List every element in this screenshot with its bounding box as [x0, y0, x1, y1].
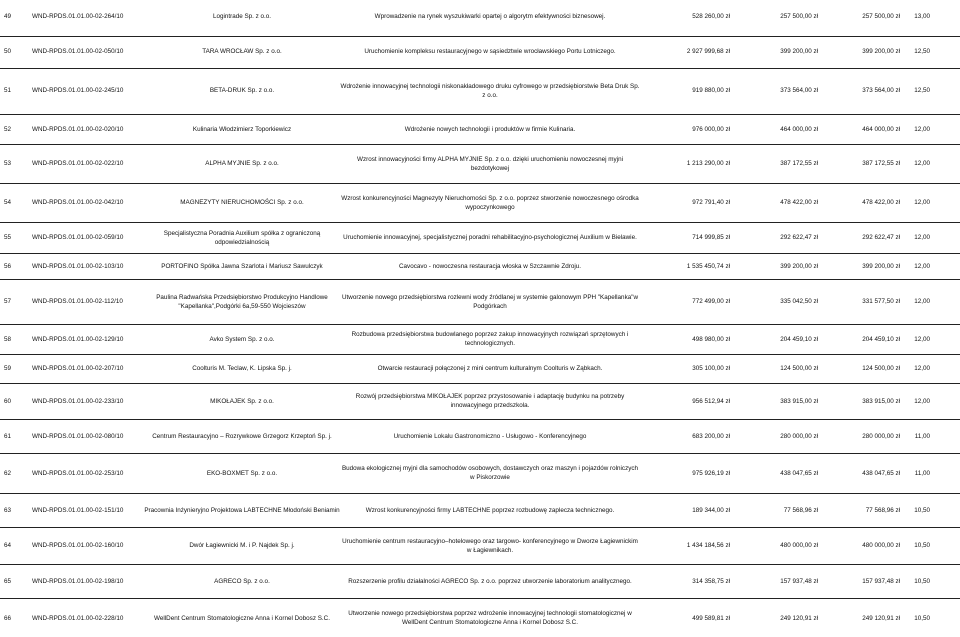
row-divider: [0, 598, 960, 599]
beneficiary-name: EKO-BOXMET Sp. z o.o.: [206, 469, 278, 477]
row-divider: [0, 564, 960, 565]
cofinancing-amount: 77 568,96 zł: [865, 506, 900, 514]
application-number: WND-RPDS.01.01.00-02-042/10: [32, 199, 124, 207]
project-title: Uruchomienie Lokalu Gastronomiczno - Usługowo - Konferencyjnego: [393, 432, 587, 440]
total-cost: 683 200,00 zł: [692, 432, 730, 440]
row-divider: [0, 527, 960, 528]
row-number: 50: [4, 48, 12, 56]
application-number: WND-RPDS.01.01.00-02-112/10: [32, 298, 123, 306]
table-row: [0, 601, 960, 637]
project-title: Uruchomienie innowacyjnej, specjalistycznej poradni rehabilitacyjno-psychologicznej Auxilium w Bielawie.: [343, 234, 637, 242]
points-score: 13,00: [914, 13, 930, 21]
application-number: WND-RPDS.01.01.00-02-020/10: [32, 125, 124, 133]
cofinancing-amount: 280 000,00 zł: [862, 432, 900, 440]
beneficiary-name: Kulinaria Włodzimierz Toporkiewicz: [192, 125, 292, 133]
application-number: WND-RPDS.01.01.00-02-151/10: [32, 506, 124, 514]
beneficiary-name: Logintrade Sp. z o.o.: [212, 13, 272, 21]
points-score: 12,00: [914, 397, 930, 405]
total-cost: 528 260,00 zł: [692, 13, 730, 21]
row-divider: [0, 493, 960, 494]
row-divider: [0, 68, 960, 69]
project-title: Budowa ekologicznej myjni dla samochodów osobowych, dostawczych oraz maszyn i pojazdów rolniczych w Piskorzowie: [341, 465, 639, 481]
row-number: 55: [4, 234, 12, 242]
row-number: 59: [4, 365, 12, 373]
total-cost: 956 512,94 zł: [692, 397, 730, 405]
project-title: Wdrożenie nowych technologii i produktów w firmie Kulinaria.: [404, 125, 576, 133]
total-cost: 314 358,75 zł: [692, 577, 730, 585]
row-number: 51: [4, 87, 12, 95]
eligible-cost: 399 200,00 zł: [780, 262, 818, 270]
row-number: 60: [4, 397, 12, 405]
row-number: 56: [4, 262, 12, 270]
row-number: 58: [4, 335, 12, 343]
application-number: WND-RPDS.01.01.00-02-129/10: [32, 335, 124, 343]
cofinancing-amount: 399 200,00 zł: [862, 262, 900, 270]
cofinancing-amount: 249 120,91 zł: [862, 614, 900, 622]
table-row: [0, 117, 960, 143]
eligible-cost: 249 120,91 zł: [780, 614, 818, 622]
application-number: WND-RPDS.01.01.00-02-160/10: [32, 542, 124, 550]
project-title: Wzrost konkurencyjności firmy LABTECHNE poprzez rozbudowę zaplecza technicznego.: [365, 506, 615, 514]
row-divider: [0, 36, 960, 37]
project-title: Uruchomienie centrum restauracyjno–hotelowego oraz targowo- konferencyjnego w Dworze Łagiewnickim w Łagiewnikach.: [342, 537, 638, 554]
project-title: Wzrost konkurencyjności Magnezyty Nieruchomości Sp. z o.o. poprzez stworzenie nowoczesnego ośrodka wypoczynkowego: [341, 194, 639, 211]
row-divider: [0, 354, 960, 355]
row-divider: [0, 183, 960, 184]
points-score: 12,50: [914, 87, 930, 95]
total-cost: 919 880,00 zł: [692, 87, 730, 95]
beneficiary-name: WellDent Centrum Stomatologiczne Anna i Kornel Dobosz S.C.: [154, 614, 330, 622]
row-number: 54: [4, 199, 12, 207]
points-score: 12,00: [914, 199, 930, 207]
cofinancing-amount: 438 047,65 zł: [862, 469, 900, 477]
cofinancing-amount: 387 172,55 zł: [862, 160, 900, 168]
points-score: 11,00: [914, 469, 930, 477]
table-row: [0, 422, 960, 452]
application-number: WND-RPDS.01.01.00-02-103/10: [32, 262, 124, 270]
total-cost: 714 999,85 zł: [692, 234, 730, 242]
cofinancing-amount: 480 000,00 zł: [862, 542, 900, 550]
beneficiary-name: Centrum Restauracyjno – Rozrywkowe Grzegorz Krzeptoń Sp. j.: [152, 432, 332, 440]
points-score: 12,00: [914, 298, 930, 306]
row-divider: [0, 144, 960, 145]
table-row: [0, 327, 960, 353]
project-title: Wdrożenie innowacyjnej technologii niskonakładowego druku cyfrowego w przedsiębiorstwie Beta Druk Sp. z o.o.: [340, 82, 640, 99]
cofinancing-amount: 478 422,00 zł: [862, 199, 900, 207]
points-score: 12,00: [914, 365, 930, 373]
table-row: [0, 282, 960, 323]
eligible-cost: 478 422,00 zł: [780, 199, 818, 207]
project-title: Utworzenie nowego przedsiębiorstwa poprzez wdrożenie innowacyjnej technologii stomatologicznej w WellDent Centrum Stomatologiczne Anna i Kornel Dobosz S.C.: [348, 610, 632, 626]
application-number: WND-RPDS.01.01.00-02-264/10: [32, 13, 124, 21]
project-title: Rozbudowa przedsiębiorstwa budowlanego poprzez zakup innowacyjnych rozwiązań sprzętowych i technologicznych.: [351, 331, 629, 347]
row-number: 63: [4, 506, 12, 514]
points-score: 10,50: [914, 614, 930, 622]
eligible-cost: 335 042,50 zł: [780, 298, 818, 306]
beneficiary-name: Specjalistyczna Poradnia Auxilium spółka z ograniczoną odpowiedzialnością: [163, 229, 321, 246]
row-number: 65: [4, 577, 12, 585]
row-divider: [0, 222, 960, 223]
points-score: 10,50: [914, 542, 930, 550]
row-divider: [0, 253, 960, 254]
eligible-cost: 464 000,00 zł: [780, 125, 818, 133]
row-divider: [0, 453, 960, 454]
table-row: [0, 386, 960, 418]
project-title: Wzrost innowacyjności firmy ALPHA MYJNIE Sp. z o.o. dzięki uruchomieniu nowoczesnej myjni bezdotykowej: [357, 155, 623, 172]
total-cost: 975 926,19 zł: [692, 469, 730, 477]
row-number: 62: [4, 469, 12, 477]
application-number: WND-RPDS.01.01.00-02-022/10: [32, 160, 124, 168]
beneficiary-name: TARA WROCŁAW Sp. z o.o.: [202, 48, 282, 56]
eligible-cost: 292 622,47 zł: [780, 234, 818, 242]
table-row: [0, 70, 960, 113]
table-row: [0, 357, 960, 382]
application-number: WND-RPDS.01.01.00-02-233/10: [32, 397, 124, 405]
project-title: Cavocavo - nowoczesna restauracja włoska w Szczawnie Zdroju.: [399, 262, 581, 270]
total-cost: 499 589,81 zł: [692, 614, 730, 622]
points-score: 12,50: [914, 48, 930, 56]
table-row: [0, 256, 960, 278]
row-number: 64: [4, 542, 12, 550]
beneficiary-name: PORTOFINO Spółka Jawna Szarlota i Mariusz Sawulczyk: [161, 262, 323, 270]
points-score: 12,00: [914, 125, 930, 133]
eligible-cost: 157 937,48 zł: [780, 577, 818, 585]
eligible-cost: 77 568,96 zł: [783, 506, 818, 514]
row-number: 52: [4, 125, 12, 133]
table-row: [0, 456, 960, 492]
cofinancing-amount: 124 500,00 zł: [862, 365, 900, 373]
project-title: Rozszerzenie profilu działalności AGRECO Sp. z o.o. poprzez utworzenie laboratorium analitycznego.: [348, 577, 632, 585]
points-score: 12,00: [914, 262, 930, 270]
row-divider: [0, 324, 960, 325]
application-number: WND-RPDS.01.01.00-02-245/10: [32, 87, 124, 95]
application-number: WND-RPDS.01.01.00-02-253/10: [32, 469, 124, 477]
row-divider: [0, 419, 960, 420]
row-divider: [0, 383, 960, 384]
project-title: Rozwój przedsiębiorstwa MIKOŁAJEK poprzez przystosowanie i adaptację budynku na potrzeby innowacyjnego przedszkola.: [355, 393, 625, 409]
eligible-cost: 280 000,00 zł: [780, 432, 818, 440]
eligible-cost: 373 564,00 zł: [780, 87, 818, 95]
application-number: WND-RPDS.01.01.00-02-228/10: [32, 614, 124, 622]
table-row: [0, 567, 960, 597]
beneficiary-name: AGRECO Sp. z o.o.: [214, 577, 270, 585]
eligible-cost: 399 200,00 zł: [780, 48, 818, 56]
eligible-cost: 387 172,55 zł: [780, 160, 818, 168]
cofinancing-amount: 399 200,00 zł: [862, 48, 900, 56]
cofinancing-amount: 331 577,50 zł: [862, 298, 900, 306]
beneficiary-name: Dwór Łagiewnicki M. i P. Najdek Sp. j.: [189, 542, 295, 550]
project-title: Uruchomienie kompleksu restauracyjnego w sąsiedztwie wrocławskiego Portu Lotniczego.: [364, 48, 616, 56]
total-cost: 772 499,00 zł: [692, 298, 730, 306]
total-cost: 1 535 450,74 zł: [686, 262, 730, 270]
beneficiary-name: Paulina Radwańska Przedsiębiorstwo Produkcyjno Handlowe "Kapellanka",Podgórki 6a,59-550 Wojcieszów: [156, 293, 328, 310]
row-divider: [0, 114, 960, 115]
cofinancing-amount: 464 000,00 zł: [862, 125, 900, 133]
beneficiary-name: Coolturis M. Teclaw, K. Lipska Sp. j.: [192, 365, 292, 373]
total-cost: 972 791,40 zł: [692, 199, 730, 207]
table-row: [0, 38, 960, 67]
cofinancing-amount: 257 500,00 zł: [862, 13, 900, 21]
total-cost: 1 213 290,00 zł: [686, 160, 730, 168]
points-score: 12,00: [914, 160, 930, 168]
table-row: [0, 147, 960, 182]
application-number: WND-RPDS.01.01.00-02-059/10: [32, 234, 124, 242]
application-number: WND-RPDS.01.01.00-02-080/10: [32, 432, 124, 440]
table-row: [0, 186, 960, 221]
total-cost: 189 344,00 zł: [692, 506, 730, 514]
row-divider: [0, 279, 960, 280]
total-cost: 976 000,00 zł: [692, 125, 730, 133]
points-score: 10,50: [914, 506, 930, 514]
row-number: 57: [4, 298, 12, 306]
beneficiary-name: BETA-DRUK Sp. z o.o.: [209, 87, 275, 95]
total-cost: 498 980,00 zł: [692, 335, 730, 343]
application-number: WND-RPDS.01.01.00-02-207/10: [32, 365, 124, 373]
beneficiary-name: Pracownia Inżynieryjno Projektowa LABTECHNE Młodoński Beniamin: [144, 506, 340, 514]
eligible-cost: 480 000,00 zł: [780, 542, 818, 550]
cofinancing-amount: 373 564,00 zł: [862, 87, 900, 95]
table-row: [0, 496, 960, 526]
beneficiary-name: MIKOŁAJEK Sp. z o.o.: [210, 397, 274, 405]
eligible-cost: 204 459,10 zł: [780, 335, 818, 343]
total-cost: 2 927 999,68 zł: [686, 48, 730, 56]
eligible-cost: 257 500,00 zł: [780, 13, 818, 21]
application-number: WND-RPDS.01.01.00-02-050/10: [32, 48, 124, 56]
row-number: 49: [4, 13, 12, 21]
project-title: Otwarcie restauracji połączonej z mini centrum kulturalnym Coolturis w Ząbkach.: [377, 365, 603, 373]
table-row: [0, 225, 960, 252]
cofinancing-amount: 157 937,48 zł: [862, 577, 900, 585]
eligible-cost: 383 915,00 zł: [780, 397, 818, 405]
cofinancing-amount: 204 459,10 zł: [862, 335, 900, 343]
table-row: [0, 530, 960, 563]
project-title: Wprowadzenie na rynek wyszukiwarki opartej o algorytm efektywności biznesowej.: [374, 13, 606, 21]
project-title: Utworzenie nowego przedsiębiorstwa rozlewni wody źródlanej w systemie galonowym PPH "Kapellanka"w Podgórkach: [341, 293, 638, 310]
beneficiary-name: ALPHA MYJNIE Sp. z o.o.: [205, 160, 279, 168]
eligible-cost: 124 500,00 zł: [780, 365, 818, 373]
eligible-cost: 438 047,65 zł: [780, 469, 818, 477]
cofinancing-amount: 383 915,00 zł: [862, 397, 900, 405]
table-row: [0, 0, 960, 35]
points-score: 11,00: [914, 432, 930, 440]
cofinancing-amount: 292 622,47 zł: [862, 234, 900, 242]
application-number: WND-RPDS.01.01.00-02-198/10: [32, 577, 124, 585]
row-number: 66: [4, 614, 12, 622]
row-number: 53: [4, 160, 12, 168]
total-cost: 1 434 184,56 zł: [686, 542, 730, 550]
points-score: 12,00: [914, 335, 930, 343]
points-score: 12,00: [914, 234, 930, 242]
points-score: 10,50: [914, 577, 930, 585]
total-cost: 305 100,00 zł: [692, 365, 730, 373]
beneficiary-name: Avko System Sp. z o.o.: [209, 335, 275, 343]
beneficiary-name: MAGNEZYTY NIERUCHOMOŚCI Sp. z o.o.: [180, 199, 304, 207]
row-number: 61: [4, 432, 12, 440]
